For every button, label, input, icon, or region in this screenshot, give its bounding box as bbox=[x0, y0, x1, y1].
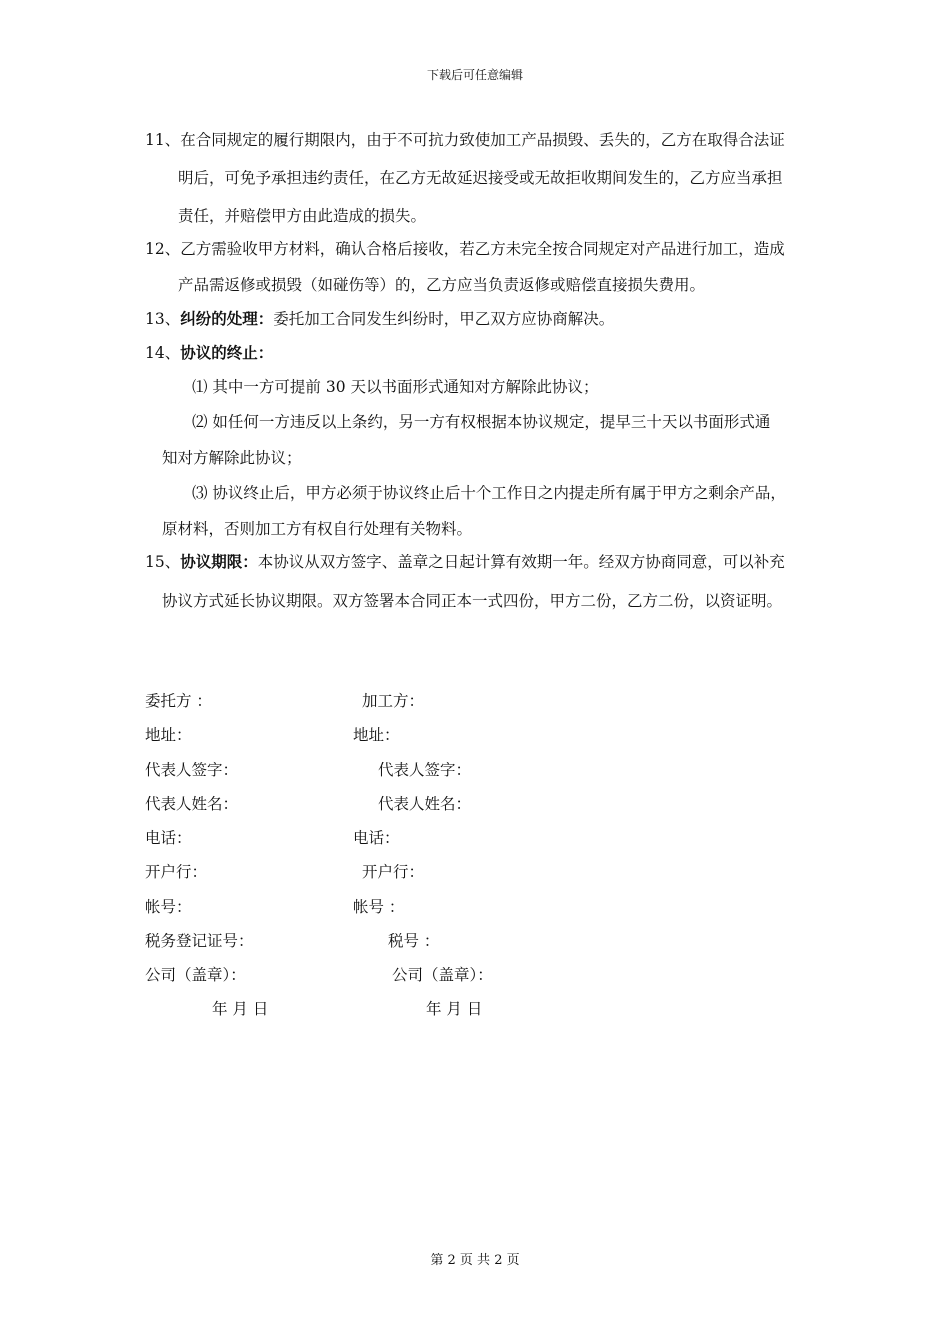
consignor-account-label: 帐号： bbox=[145, 898, 192, 916]
processor-tax-no-label: 税号 ： bbox=[388, 932, 440, 950]
consignor-phone-label: 电话： bbox=[145, 829, 192, 847]
clause-14-title: 协议的终止： bbox=[180, 343, 274, 362]
clause-14-heading bbox=[145, 341, 273, 363]
clause-12-line-1: 12、乙方需验收甲方材料，确认合格后接收，若乙方未完全按合同规定对产品进行加工，造成 bbox=[145, 240, 785, 258]
processor-company-seal-label: 公司（盖章）： bbox=[392, 966, 493, 984]
clause-11-line-1: 11、在合同规定的履行期限内，由于不可抗力致使加工产品损毁、丢失的，乙方在取得合法证 bbox=[145, 131, 785, 149]
clause-15 bbox=[145, 550, 785, 572]
processor-phone-label: 电话： bbox=[353, 829, 400, 847]
consignor-bank-label: 开户行： bbox=[145, 863, 208, 881]
consignor-tax-reg-label: 税务登记证号： bbox=[145, 932, 254, 950]
consignor-date: 年 月 日 bbox=[212, 1000, 269, 1018]
clause-13-title: 纠纷的处理： bbox=[180, 309, 274, 328]
processor-bank-label: 开户行： bbox=[362, 863, 425, 881]
clause-14-item-3-line-2: 原材料，否则加工方有权自行处理有关物料。 bbox=[162, 520, 473, 538]
clause-11-line-3: 责任，并赔偿甲方由此造成的损失。 bbox=[178, 207, 427, 225]
page-footer: 第 2 页 共 2 页 bbox=[430, 1253, 520, 1268]
consignor-rep-sign-label: 代表人签字： bbox=[145, 761, 239, 779]
processor-address-label: 地址： bbox=[353, 726, 400, 744]
clause-14-item-2-line-2: 知对方解除此协议； bbox=[162, 449, 302, 467]
clause-13-number: 13、 bbox=[145, 310, 181, 328]
page-header: 下载后可任意编辑 bbox=[426, 68, 523, 82]
clause-15-number: 15、 bbox=[145, 553, 181, 571]
consignor-address-label: 地址： bbox=[145, 726, 192, 744]
clause-14-item-1: ⑴ 其中一方可提前 30 天以书面形式通知对方解除此协议； bbox=[192, 378, 599, 396]
processor-date: 年 月 日 bbox=[426, 1000, 483, 1018]
processor-label: 加工方： bbox=[362, 692, 425, 710]
clause-11-line-2: 明后，可免予承担违约责任，在乙方无故延迟接受或无故拒收期间发生的，乙方应当承担 bbox=[178, 169, 783, 187]
clause-13 bbox=[145, 307, 614, 329]
clause-14-number: 14、 bbox=[145, 344, 181, 362]
clause-15-title: 协议期限： bbox=[180, 552, 258, 571]
clause-12-line-2: 产品需返修或损毁（如碰伤等）的，乙方应当负责返修或赔偿直接损失费用。 bbox=[178, 276, 706, 294]
consignor-label: 委托方 ： bbox=[145, 692, 212, 710]
consignor-rep-name-label: 代表人姓名： bbox=[145, 795, 239, 813]
processor-rep-sign-label: 代表人签字： bbox=[378, 761, 472, 779]
clause-14-item-3-line-1: ⑶ 协议终止后，甲方必须于协议终止后十个工作日之内提走所有属于甲方之剩余产品， bbox=[192, 484, 786, 502]
clause-13-text: 委托加工合同发生纠纷时，甲乙双方应协商解决。 bbox=[273, 310, 615, 328]
processor-rep-name-label: 代表人姓名： bbox=[378, 795, 472, 813]
consignor-company-seal-label: 公司（盖章）： bbox=[145, 966, 246, 984]
clause-15-text: 本协议从双方签字、盖章之日起计算有效期一年。经双方协商同意，可以补充 bbox=[257, 553, 785, 571]
clause-14-item-2-line-1: ⑵ 如任何一方违反以上条约，另一方有权根据本协议规定，提早三十天以书面形式通 bbox=[192, 413, 771, 431]
processor-account-label: 帐号 ： bbox=[353, 898, 405, 916]
clause-15-line-2: 协议方式延长协议期限。双方签署本合同正本一式四份，甲方二份，乙方二份，以资证明。 bbox=[162, 592, 783, 610]
